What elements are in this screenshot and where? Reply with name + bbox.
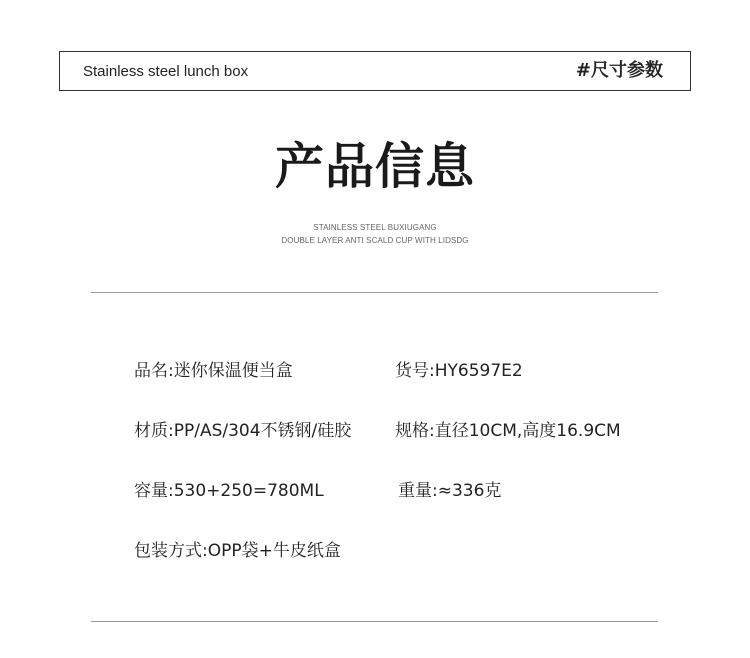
spec-material: 材质:PP/AS/304不锈钢/硅胶	[134, 421, 352, 441]
subtitle-line-1: STAINLESS STEEL BUXIUGANG	[313, 223, 437, 232]
spec-weight: 重量:≈336克	[398, 481, 502, 501]
spec-item-number: 货号:HY6597E2	[395, 361, 523, 381]
bottom-divider	[91, 621, 658, 622]
header-section-tag: #尺寸参数	[575, 60, 663, 81]
page-title: 产品信息	[274, 138, 475, 195]
spec-capacity: 容量:530+250=780ML	[134, 481, 324, 501]
spec-product-name: 品名:迷你保温便当盒	[134, 361, 293, 381]
top-divider	[91, 292, 658, 293]
header-bar	[59, 51, 691, 91]
spec-size: 规格:直径10CM,高度16.9CM	[395, 421, 621, 441]
spec-packaging: 包装方式:OPP袋+牛皮纸盒	[134, 541, 341, 561]
subtitle-line-2: DOUBLE LAYER ANTI SCALD CUP WITH LIDSDG	[281, 236, 469, 245]
header-product-name: Stainless steel lunch box	[83, 63, 249, 80]
